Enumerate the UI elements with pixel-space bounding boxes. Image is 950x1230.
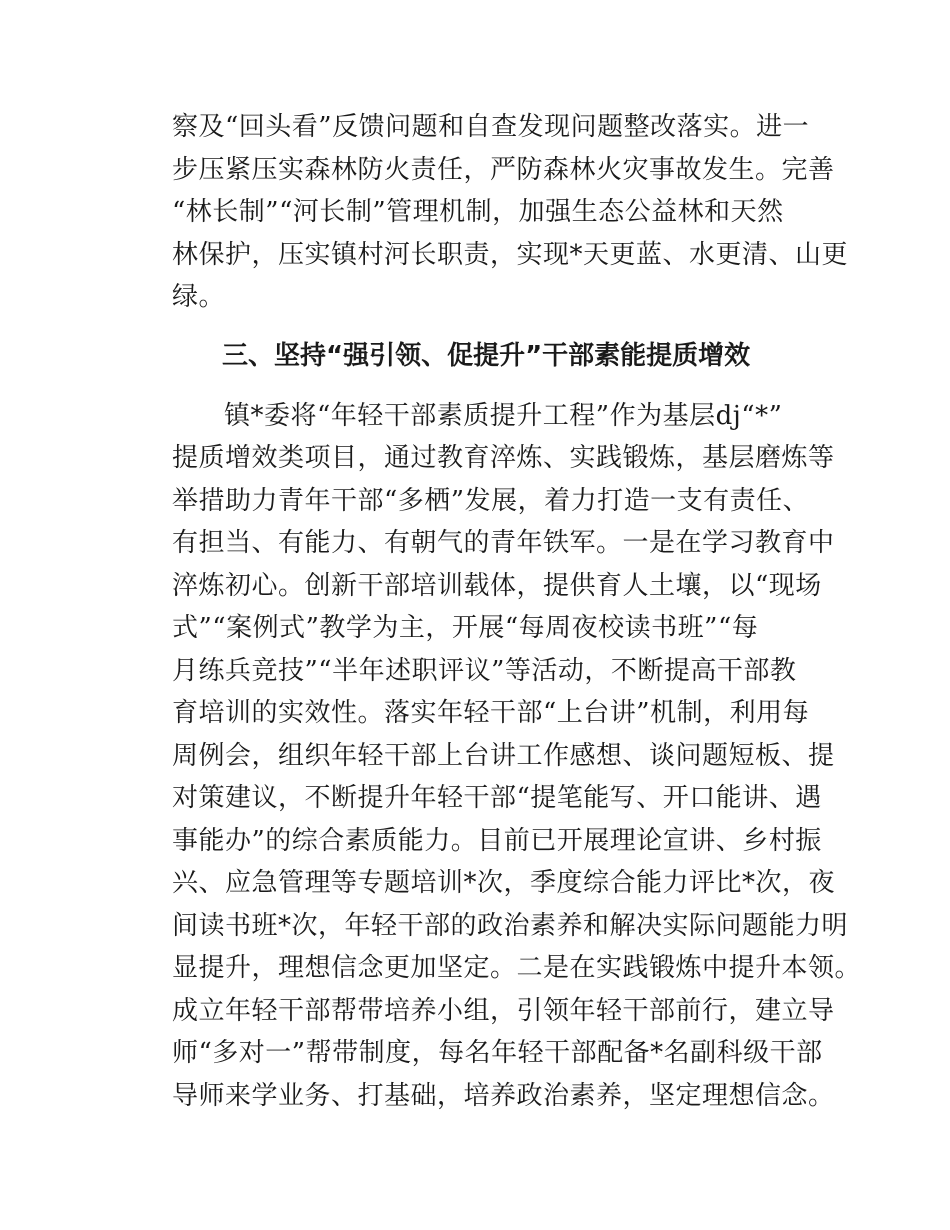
paragraph-2-line-8: 育培训的实效性。落实年轻干部“上台讲”机制，利用每 <box>172 698 810 728</box>
paragraph-2-line-10: 对策建议，不断提升年轻干部“提笔能写、开口能讲、遇 <box>172 783 822 813</box>
paragraph-2-line-14: 显提升，理想信念更加坚定。二是在实践锻炼中提升本领。 <box>172 953 862 983</box>
paragraph-2-line-12: 兴、应急管理等专题培训*次，季度综合能力评比*次，夜 <box>172 868 836 898</box>
paragraph-2-line-9: 周例会，组织年轻干部上台讲工作感想、谈问题短板、提 <box>172 741 835 771</box>
paragraph-2-line-16: 师“多对一”帮带制度，每名年轻干部配备*名副科级干部 <box>172 1038 823 1068</box>
paragraph-2-line-2: 提质增效类项目，通过教育淬炼、实践锻炼，基层磨炼等 <box>172 443 835 473</box>
paragraph-1-line-1: 察及“回头看”反馈问题和自查发现问题整改落实。进一 <box>172 112 810 142</box>
paragraph-2-line-11: 事能办”的综合素质能力。目前已开展理论宣讲、乡村振 <box>172 826 822 856</box>
paragraph-2-line-13: 间读书班*次，年轻干部的政治素养和解决实际问题能力明 <box>172 911 849 941</box>
paragraph-2-line-5: 淬炼初心。创新干部培训载体，提供育人土壤，以“现场 <box>172 571 822 601</box>
paragraph-2-line-1: 镇*委将“年轻干部素质提升工程”作为基层dj“*” <box>224 401 783 431</box>
paragraph-2-line-3: 举措助力青年干部“多栖”发展，着力打造一支有责任、 <box>172 486 810 516</box>
paragraph-2-line-7: 月练兵竞技”“半年述职评议”等活动，不断提高干部教 <box>172 656 797 686</box>
paragraph-1-line-4: 林保护，压实镇村河长职责，实现*天更蓝、水更清、山更 <box>172 240 849 270</box>
paragraph-1-line-5: 绿。 <box>172 282 226 312</box>
paragraph-2-line-17: 导师来学业务、打基础，培养政治素养，坚定理想信念。 <box>172 1081 835 1111</box>
paragraph-2-line-15: 成立年轻干部帮带培养小组，引领年轻干部前行，建立导 <box>172 996 835 1026</box>
paragraph-2-line-4: 有担当、有能力、有朝气的青年铁军。一是在学习教育中 <box>172 528 835 558</box>
paragraph-2-line-6: 式”“案例式”教学为主，开展“每周夜校读书班”“每 <box>172 613 759 643</box>
paragraph-1-line-3: “林长制”“河长制”管理机制，加强生态公益林和天然 <box>172 197 784 227</box>
paragraph-1-line-2: 步压紧压实森林防火责任，严防森林火灾事故发生。完善 <box>172 155 835 185</box>
section-heading: 三、坚持“强引领、促提升”干部素能提质增效 <box>222 341 751 371</box>
